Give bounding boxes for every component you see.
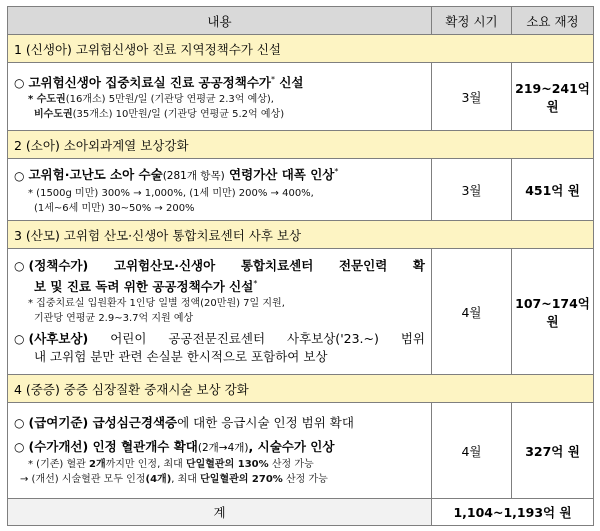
- section-title-3: 3 (산모) 고위험 산모·신생아 통합치료센터 사후 보상: [8, 221, 594, 249]
- note-3-1: * 집중치료실 입원환자 1인당 일별 정액(20만원) 7일 지원,: [28, 298, 285, 310]
- time-cell-1: 3월: [432, 63, 512, 131]
- circle-bullet-icon: ○: [14, 76, 25, 91]
- item-3-main-2-cont: 내 고위험 분만 관련 손실분 한시적으로 포함하여 보상: [34, 349, 328, 365]
- note-2-2: (1세~6세 미만) 30~50% → 200%: [34, 202, 195, 214]
- circle-bullet-icon: ○: [14, 168, 25, 183]
- cost-cell-2: 451억 원: [512, 159, 594, 221]
- cost-cell-3: 107~174억 원: [512, 249, 594, 375]
- total-cost: 1,104~1,193억 원: [432, 499, 594, 526]
- total-label: 계: [8, 499, 432, 526]
- content-cell-1: [8, 63, 432, 131]
- note-2-1: * (1500g 미만) 300% → 1,000%, (1세 미만) 200% → 400%,: [28, 187, 314, 199]
- section-title-1: 1 (신생아) 고위험신생아 진료 지역정책수가 신설: [8, 35, 594, 63]
- time-cell-2: 3월: [432, 159, 512, 221]
- note-3-2: 기관당 연평균 2.9~3.7억 지원 예상: [34, 313, 194, 325]
- header-cost: 소요 재정: [512, 7, 594, 35]
- header-time: 확정 시기: [432, 7, 512, 35]
- section-row-4: [8, 375, 594, 403]
- table-row-3: [8, 249, 594, 375]
- table-row-4: [8, 403, 594, 499]
- circle-bullet-icon: ○: [14, 416, 25, 430]
- star-mark-icon: *: [253, 278, 258, 288]
- item-3-main-1: ○ (정책수가) 고위험산모·신생아 통합치료센터 전문인력 확: [14, 257, 425, 273]
- item-4-main-1: ○ (급여기준) 급성심근경색증에 대한 응급시술 인정 범위 확대: [14, 415, 354, 430]
- note-4-1: * (기존) 혈관 2개까지만 인정, 최대 단일혈관의 130% 산정 가능: [28, 459, 314, 470]
- star-mark-icon: *: [334, 167, 339, 177]
- time-cell-4: 4월: [432, 403, 512, 499]
- content-cell-4: [8, 403, 432, 499]
- item-3-main-2: ○ (사후보상) 어린이 공공전문진료센터 사후보상('23.~) 범위: [14, 331, 425, 347]
- section-title-4: 4 (중증) 중증 심장질환 중재시술 보상 강화: [8, 375, 594, 403]
- section-row-2: [8, 131, 594, 159]
- item-2-main: ○ 고위험·고난도 소아 수술(281개 항목) 연령가산 대폭 인상*: [14, 167, 339, 183]
- star-mark-icon: *: [270, 74, 275, 84]
- section-row-3: [8, 221, 594, 249]
- circle-bullet-icon: ○: [14, 332, 25, 347]
- circle-bullet-icon: ○: [14, 258, 25, 273]
- policy-table-container: [7, 6, 593, 526]
- table-header-row: [8, 7, 594, 35]
- total-row: [8, 499, 594, 526]
- table-row-2: [8, 159, 594, 221]
- policy-table: [7, 6, 594, 526]
- section-title-2: 2 (소아) 소아외과계열 보상강화: [8, 131, 594, 159]
- table-row-1: [8, 63, 594, 131]
- content-cell-2: [8, 159, 432, 221]
- circle-bullet-icon: ○: [14, 440, 25, 454]
- time-cell-3: 4월: [432, 249, 512, 375]
- section-row-1: [8, 35, 594, 63]
- note-1-1: * 수도권(16개소) 5만원/일 (기관당 연평균 2.3억 예상),: [28, 94, 274, 106]
- header-content: 내용: [8, 7, 432, 35]
- item-4-main-2: ○ (수가개선) 인정 혈관개수 확대(2개→4개), 시술수가 인상: [14, 439, 335, 454]
- item-3-main-1-cont: 보 및 진료 독려 위한 공공정책수가 신설*: [34, 278, 258, 295]
- item-1-main: ○ 고위험신생아 집중치료실 진료 공공정책수가* 신설: [14, 74, 304, 91]
- note-4-2: → (개선) 시술혈관 모두 인정(4개), 최대 단일혈관의 270% 산정 가능: [20, 474, 328, 485]
- content-cell-3: [8, 249, 432, 375]
- cost-cell-1: 219~241억 원: [512, 63, 594, 131]
- note-1-2: 비수도권(35개소) 10만원/일 (기관당 연평균 5.2억 예상): [34, 109, 285, 121]
- cost-cell-4: 327억 원: [512, 403, 594, 499]
